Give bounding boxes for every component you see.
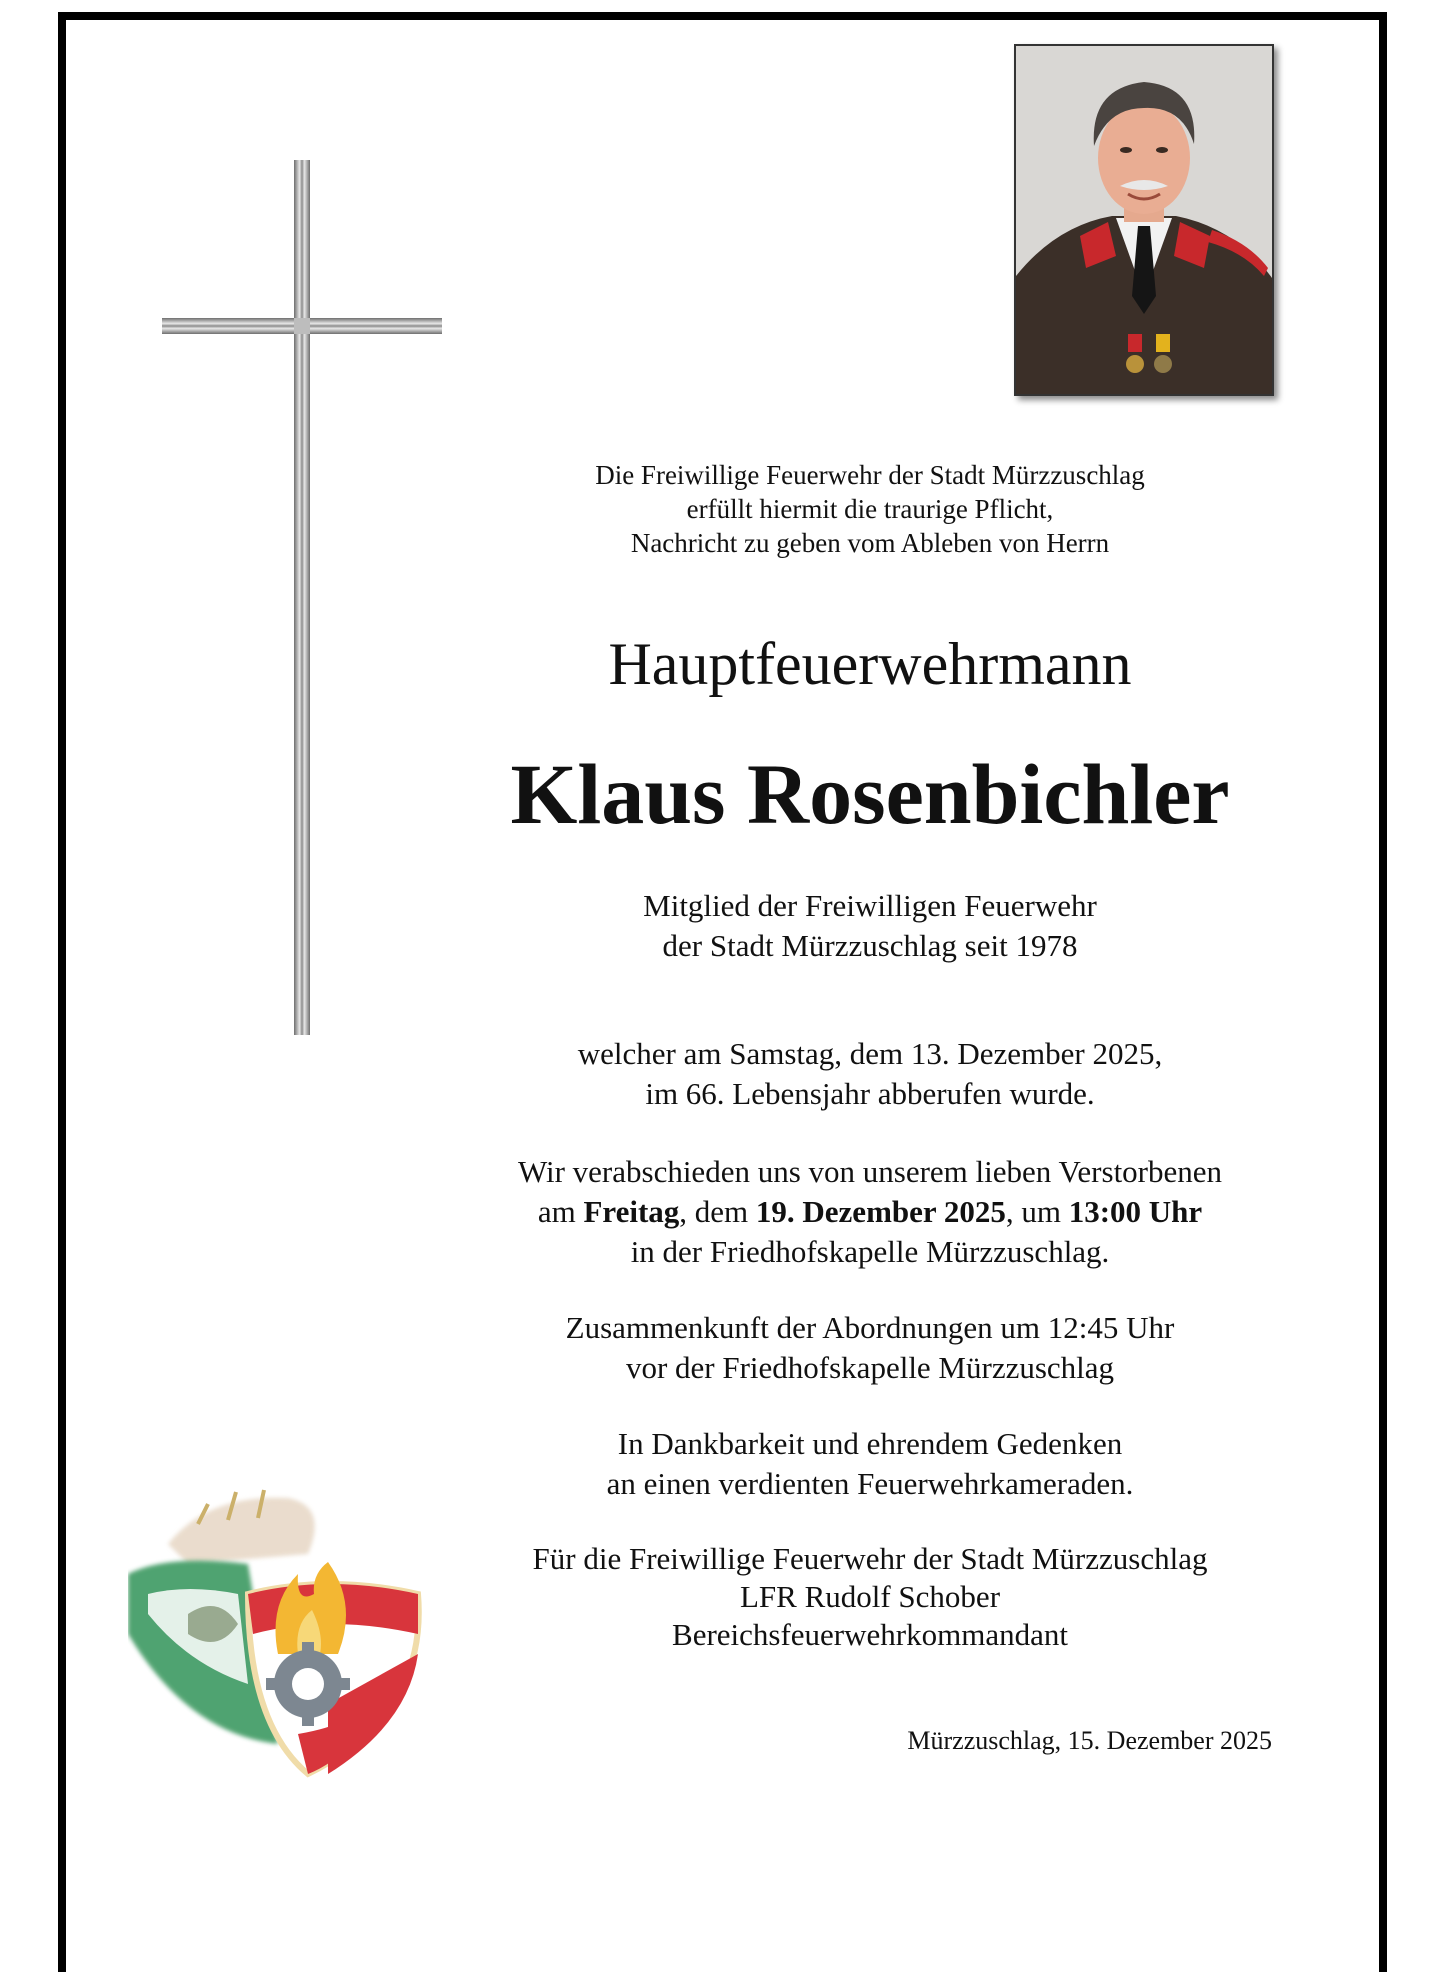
- membership-line: der Stadt Mürzzuschlag seit 1978: [662, 928, 1078, 963]
- death-line: welcher am Samstag, dem 13. Dezember 2025,: [577, 1036, 1163, 1071]
- intro-line: Die Freiwillige Feuerwehr der Stadt Mürzzuschlag: [595, 460, 1145, 490]
- signatory-name: LFR Rudolf Schober: [739, 1579, 1001, 1614]
- farewell-um: , um: [1005, 1194, 1069, 1229]
- membership-text: [470, 886, 1270, 966]
- gratitude-text: [470, 1424, 1270, 1504]
- deceased-name: Klaus Rosenbichler: [510, 746, 1230, 842]
- farewell-details-line: [470, 1192, 1270, 1232]
- funeral-date: 19. Dezember 2025: [755, 1194, 1006, 1229]
- intro-line: erfüllt hiermit die traurige Pflicht,: [686, 494, 1054, 524]
- intro-line: Nachricht zu geben vom Ableben von Herrn: [630, 528, 1110, 558]
- death-line: im 66. Lebensjahr abberufen wurde.: [645, 1076, 1095, 1111]
- meeting-line: vor der Friedhofskapelle Mürzzuschlag: [625, 1350, 1115, 1385]
- gratitude-line: an einen verdienten Feuerwehrkameraden.: [606, 1466, 1134, 1501]
- membership-line: Mitglied der Freiwilligen Feuerwehr: [643, 888, 1097, 923]
- farewell-line: in der Friedhofskapelle Mürzzuschlag.: [630, 1234, 1110, 1269]
- meeting-line: Zusammenkunft der Abordnungen um 12:45 Uhr: [565, 1310, 1175, 1345]
- funeral-day: Freitag: [583, 1194, 680, 1229]
- signature-line: Für die Freiwillige Feuerwehr der Stadt Mürzzuschlag: [532, 1541, 1208, 1576]
- signature-block: [470, 1540, 1270, 1654]
- signatory-title: Bereichsfeuerwehrkommandant: [672, 1617, 1068, 1652]
- gratitude-line: In Dankbarkeit und ehrendem Gedenken: [617, 1426, 1123, 1461]
- farewell-text: [470, 1152, 1270, 1272]
- cross-icon: [160, 160, 450, 1040]
- death-text: [470, 1034, 1270, 1114]
- place-date: Mürzzuschlag, 15. Dezember 2025: [907, 1726, 1272, 1755]
- intro-text: [470, 458, 1270, 560]
- meeting-text: [470, 1308, 1270, 1388]
- rank-title: Hauptfeuerwehrmann: [608, 631, 1132, 697]
- funeral-time: 13:00 Uhr: [1068, 1194, 1203, 1229]
- fire-brigade-crest-icon: [128, 1484, 438, 1784]
- portrait-photo: [1014, 44, 1274, 396]
- farewell-am: am: [537, 1194, 584, 1229]
- farewell-dem: , dem: [679, 1194, 756, 1229]
- farewell-line: Wir verabschieden uns von unserem lieben Verstorbenen: [517, 1154, 1223, 1189]
